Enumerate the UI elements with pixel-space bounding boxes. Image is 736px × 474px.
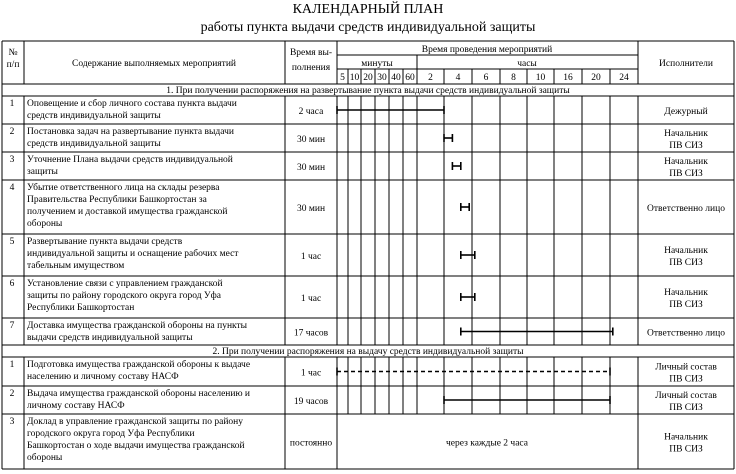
executor-name: Начальник	[664, 432, 708, 443]
header-num: №	[8, 48, 18, 58]
activity-text: табельным имуществом	[27, 261, 125, 271]
activity-text: средств индивидуальной защиты	[27, 111, 161, 121]
activity-text: населению и личному составу НАСФ	[27, 372, 179, 382]
activity-text: городского округа город Уфа Республики	[27, 429, 195, 439]
hour-tick-label: 10	[535, 73, 546, 83]
activity-text: защиты по району городского округа город Уфа	[27, 291, 222, 301]
row-number: 7	[9, 321, 15, 331]
hour-tick-label: 4	[455, 73, 461, 83]
minute-tick-label: 10	[349, 73, 360, 83]
header-duration: Время вы-	[289, 48, 333, 58]
executor-name: Личный состав	[655, 362, 717, 373]
section-title: 2. При получении распоряжения на выдачу средств индивидуальной защиты	[212, 347, 524, 357]
activity-text: индивидуальной защиты и оснащение рабочих мест	[27, 249, 239, 259]
interval-note: через каждые 2 часа	[446, 438, 528, 449]
minute-tick-label: 30	[377, 73, 387, 83]
executor-name: Начальник	[664, 157, 708, 167]
hour-tick-label: 6	[483, 73, 489, 83]
duration-value: 1 час	[300, 294, 322, 304]
executor-name: ПВ СИЗ	[669, 403, 703, 413]
executor-name: Начальник	[664, 288, 708, 298]
activity-text: средств индивидуальной защиты	[27, 139, 161, 149]
header-num: п/п	[6, 60, 20, 70]
activity-text: обороны	[27, 219, 63, 229]
executor-name: ПВ СИЗ	[669, 374, 703, 385]
activity-text: Доклад в управление гражданской защиты по району	[27, 417, 243, 427]
executor-name: Начальник	[664, 129, 708, 139]
duration-value: 30 мин	[296, 163, 326, 173]
row-number: 1	[9, 360, 15, 370]
duration-value: 1 час	[300, 368, 322, 379]
activity-text: Убытие ответственного лица на склады резерва	[27, 183, 220, 193]
executor-name: ПВ СИЗ	[669, 169, 703, 179]
row-number: 3	[9, 155, 15, 165]
executor-name: Ответственно лицо	[647, 328, 725, 339]
activity-text: Выдача имущества гражданской обороны населению и	[27, 389, 251, 399]
executor-name: Дежурный	[664, 107, 708, 117]
row-number: 6	[9, 279, 15, 289]
activity-text: Республики Башкортостан	[27, 303, 135, 313]
duration-value: 2 часа	[298, 107, 324, 117]
activity-text: Башкортостан о ходе выдачи имущества гражданской	[27, 441, 245, 451]
executor-name: Ответственно лицо	[647, 204, 725, 214]
activity-text: выдачи средств индивидуальной защиты	[27, 333, 193, 343]
duration-value: 17 часов	[293, 328, 329, 339]
activity-text: Уточнение Плана выдачи средств индивидуальной	[27, 155, 233, 165]
activity-text: личному составу НАСФ	[27, 401, 125, 411]
executor-name: Личный состав	[655, 391, 717, 401]
page-subtitle: работы пункта выдачи средств индивидуальной защиты	[200, 20, 536, 35]
hour-tick-label: 16	[563, 73, 573, 83]
row-number: 1	[9, 99, 15, 109]
executor-name: Начальник	[664, 246, 708, 256]
hour-tick-label: 20	[591, 73, 601, 83]
executor-name: ПВ СИЗ	[669, 300, 703, 310]
header-time-period: Время проведения мероприятий	[421, 45, 553, 55]
duration-value: 30 мин	[296, 135, 326, 145]
activity-text: Развертывание пункта выдачи средств	[27, 237, 183, 247]
row-number: 5	[9, 237, 15, 247]
executor-name: ПВ СИЗ	[669, 141, 703, 151]
row-number: 4	[9, 183, 15, 193]
activity-text: Постановка задач на развертывание пункта выдачи	[27, 127, 234, 137]
activity-text: защиты	[27, 167, 58, 177]
activity-text: Доставка имущества гражданской обороны на пункты	[27, 321, 248, 331]
header-duration: полнения	[291, 63, 331, 73]
row-number: 2	[9, 127, 15, 137]
hour-tick-label: 8	[511, 73, 516, 83]
section-title: 1. При получении распоряжения на развертывание пункта выдачи средств индивидуальной защиты	[166, 86, 570, 96]
duration-value: постоянно	[289, 438, 333, 449]
minute-tick-label: 40	[391, 73, 401, 83]
row-number: 2	[9, 389, 15, 399]
activity-text: обороны	[27, 453, 63, 463]
duration-value: 1 час	[300, 252, 322, 262]
duration-value: 19 часов	[293, 397, 329, 407]
duration-value: 30 мин	[296, 204, 326, 214]
activity-text: Правительства Республики Башкортостан за	[27, 195, 207, 205]
hour-tick-label: 2	[428, 73, 433, 83]
activity-text: Подготовка имущества гражданской обороны к выдаче	[27, 360, 251, 370]
executor-name: ПВ СИЗ	[669, 258, 703, 268]
executor-name: ПВ СИЗ	[669, 444, 703, 455]
minute-tick-label: 20	[363, 73, 373, 83]
activity-text: Оповещение и сбор личного состава пункта выдачи	[27, 99, 237, 109]
minute-tick-label: 5	[340, 73, 345, 83]
header-minutes: минуты	[361, 59, 393, 69]
hour-tick-label: 24	[619, 73, 629, 83]
activity-text: Установление связи с управлением гражданской	[27, 279, 223, 289]
header-executors: Исполнители	[659, 59, 713, 69]
activity-text: получением и доставкой имущества гражданской	[27, 207, 228, 217]
header-content: Содержание выполняемых мероприятий	[72, 59, 236, 69]
page-title: КАЛЕНДАРНЫЙ ПЛАН	[292, 2, 444, 17]
minute-tick-label: 60	[405, 73, 415, 83]
header-hours: часы	[517, 59, 537, 69]
row-number: 3	[9, 417, 15, 427]
